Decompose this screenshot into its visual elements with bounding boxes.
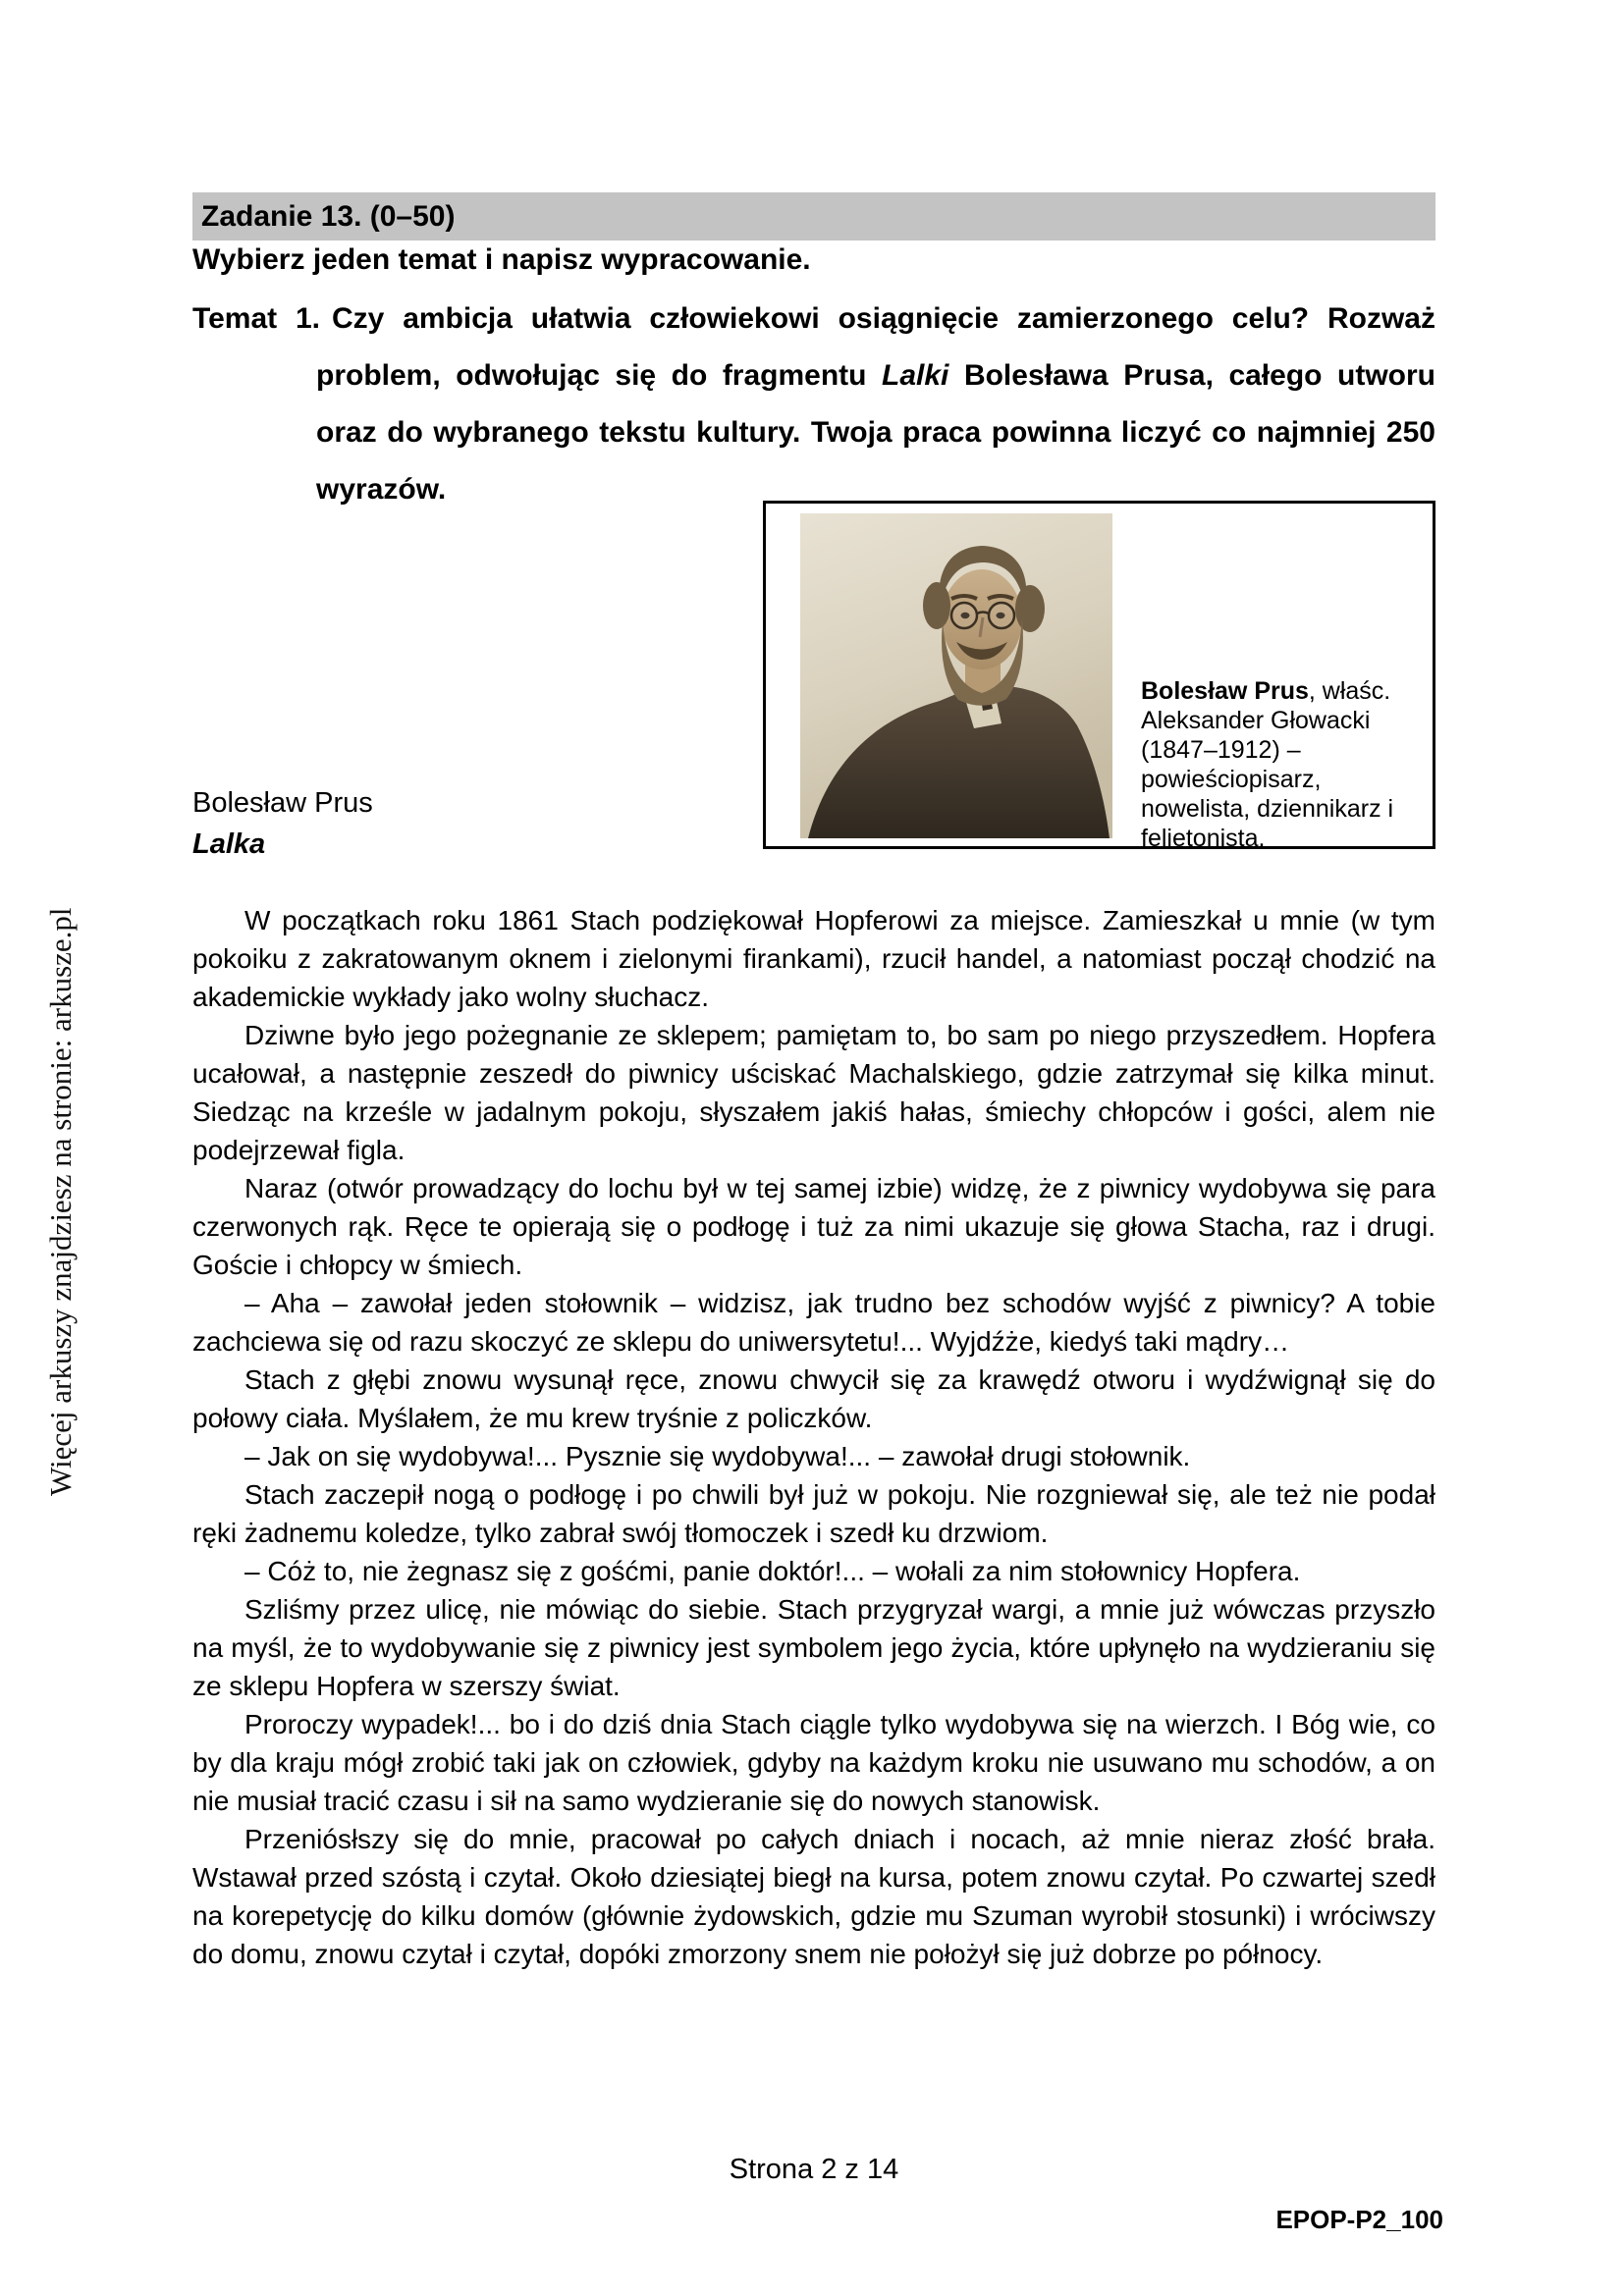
excerpt-paragraph: Dziwne było jego pożegnanie ze sklepem; pamiętam to, bo sam po niego przyszedłem. Hopfera ucałował, a następnie zeszedł do piwnicy uściskać Machalskiego, gdzie zatrzymał się kilka minut. Siedząc na krześle w jadalnym pokoju, słyszałem jakiś hałas, śmiechy chłopców i gości, alem nie podejrzewał figla. (192, 1020, 1435, 1165)
topic-text-before: Czy ambicja ułatwia człowiekowi osiągnięcie zamierzonego celu? Rozważ problem, odwołując się do fragmentu (316, 302, 1435, 392)
figure-caption-rest: , właśc. Aleksander Głowacki (1847–1912) – powieściopisarz, nowelista, dziennikarz i felietonista. (1141, 677, 1394, 852)
excerpt-paragraph: – Aha – zawołał jeden stołownik – widzisz, jak trudno bez schodów wyjść z piwnicy? A tobie zachciewa się od razu skoczyć ze sklepu do uniwersytetu!... Wyjdźże, kiedyś taki mądry… (192, 1288, 1435, 1357)
excerpt-paragraph: Proroczy wypadek!... bo i do dziś dnia Stach ciągle tylko wydobywa się na wierzch. I Bóg wie, co by dla kraju mógł zrobić taki jak on człowiek, gdyby na każdym kroku nie usuwano mu schodów, a on nie musiał tracić czasu i sił na samo wydzieranie się do nowych stanowisk. (192, 1709, 1435, 1816)
form-code: EPOP-P2_100 (1275, 2205, 1443, 2234)
source-title: Lalka (192, 828, 266, 860)
task-header-bar (192, 192, 1435, 240)
excerpt-paragraph: – Jak on się wydobywa!... Pysznie się wydobywa!... – zawołał drugi stołownik. (244, 1441, 1191, 1471)
excerpt-paragraph: Stach z głębi znowu wysunął ręce, znowu chwycił się za krawędź otworu i wydźwignął się do połowy ciała. Myślałem, że mu krew tryśnie z policzków. (192, 1364, 1435, 1433)
excerpt-paragraph: Szliśmy przez ulicę, nie mówiąc do siebie. Stach przygryzał wargi, a mnie już wówczas przyszło na myśl, że to wydobywanie się z piwnicy jest symbolem jego życia, które upłynęło na wydzieraniu się ze sklepu Hopfera w szerszy świat. (192, 1594, 1435, 1701)
topic-statement (192, 291, 1435, 518)
watermark-vertical-text: Więcej arkuszy znajdziesz na stronie: arkusze.pl (43, 907, 78, 1496)
excerpt-paragraph: – Cóż to, nie żegnasz się z gośćmi, panie doktór!... – wołali za nim stołownicy Hopfera. (244, 1556, 1301, 1586)
figure-caption-name: Bolesław Prus (1141, 677, 1309, 705)
task-header-label: Zadanie 13. (0–50) (201, 200, 456, 233)
boleslaw-prus-portrait-photo (800, 513, 1112, 838)
excerpt-paragraph: Naraz (otwór prowadzący do lochu był w tej samej izbie) widzę, że z piwnicy wydobywa się para czerwonych rąk. Ręce te opierają się o podłogę i tuż za nimi ukazuje się głowa Stacha, raz i drugi. Goście i chłopcy w śmiech. (192, 1173, 1435, 1280)
excerpt-text (192, 901, 1435, 1973)
topic-book-title: Lalki (882, 359, 949, 392)
topic-label: Temat 1. (192, 302, 321, 335)
figure-caption (1141, 676, 1428, 853)
page-number: Strona 2 z 14 (729, 2154, 899, 2185)
source-author: Bolesław Prus (192, 787, 373, 819)
excerpt-paragraph: Stach zaczepił nogą o podłogę i po chwili był już w pokoju. Nie rozgniewał się, ale też nie podał ręki żadnemu koledze, tylko zabrał swój tłomoczek i szedł ku drzwiom. (192, 1479, 1435, 1548)
excerpt-paragraph: W początkach roku 1861 Stach podziękował Hopferowi za miejsce. Zamieszkał u mnie (w tym pokoiku z zakratowanym oknem i zielonymi firankami), rzucił handel, a natomiast począł chodzić na akademickie wykłady jako wolny słuchacz. (192, 905, 1435, 1012)
task-instruction: Wybierz jeden temat i napisz wypracowanie. (192, 243, 811, 276)
excerpt-paragraph: Przeniósłszy się do mnie, pracował po całych dniach i nocach, aż mnie nieraz złość brała. Wstawał przed szóstą i czytał. Około dziesiątej biegł na kursa, potem znowu czytał. Po czwartej szedł na korepetycję do kilku domów (głównie żydowskich, gdzie mu Szuman wyrobił stosunki) i wróciwszy do domu, znowu czytał i czytał, dopóki zmorzony snem nie położył się już dobrze po północy. (192, 1824, 1435, 1969)
topic-text-after: Bolesława Prusa, całego utworu oraz do wybranego tekstu kultury. Twoja praca powinna liczyć co najmniej 250 wyrazów. (316, 359, 1435, 506)
author-figure-box (763, 501, 1435, 852)
